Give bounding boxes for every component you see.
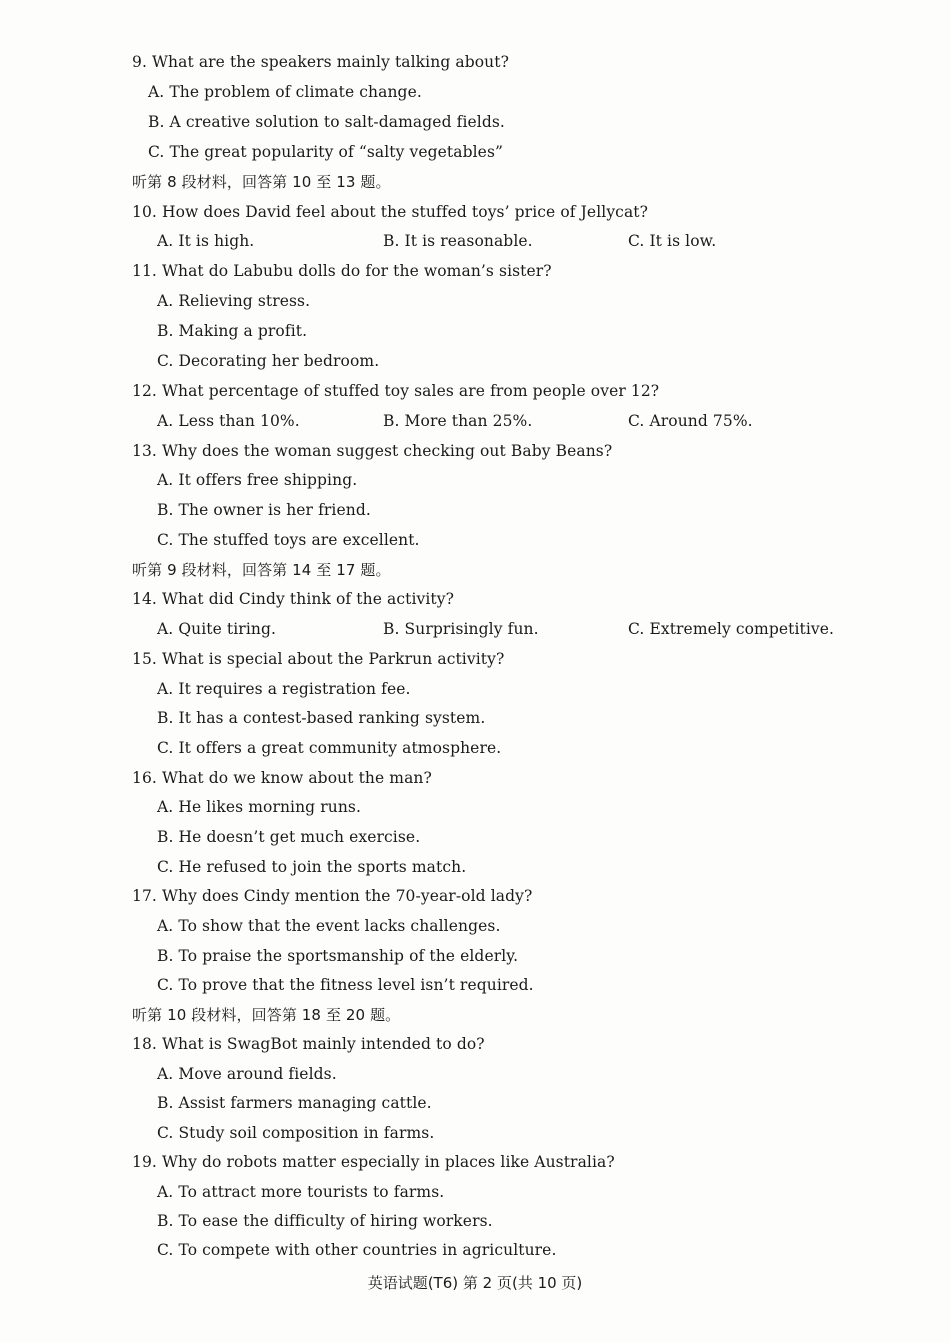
- question-18-option-c: C. Study soil composition in farms.: [157, 1124, 435, 1142]
- question-14: 14. What did Cindy think of the activity?: [132, 590, 455, 608]
- question-10: 10. How does David feel about the stuffed toys’ price of Jellycat?: [132, 203, 649, 221]
- question-9: 9. What are the speakers mainly talking about?: [132, 53, 509, 71]
- question-17: 17. Why does Cindy mention the 70-year-old lady?: [132, 887, 533, 905]
- question-13: 13. Why does the woman suggest checking out Baby Beans?: [132, 442, 613, 460]
- question-16: 16. What do we know about the man?: [132, 769, 432, 787]
- question-12-option-b: B. More than 25%.: [383, 412, 533, 430]
- question-11: 11. What do Labubu dolls do for the woman’s sister?: [132, 262, 552, 280]
- question-9-option-c: C. The great popularity of “salty vegetables”: [148, 143, 504, 161]
- question-16-option-b: B. He doesn’t get much exercise.: [157, 828, 421, 846]
- question-17-option-a: A. To show that the event lacks challenges.: [157, 917, 501, 935]
- question-19: 19. Why do robots matter especially in places like Australia?: [132, 1153, 615, 1171]
- question-17-option-b: B. To praise the sportsmanship of the elderly.: [157, 947, 519, 965]
- question-9-option-b: B. A creative solution to salt-damaged fields.: [148, 113, 505, 131]
- section-9-instruction: 听第 9 段材料，回答第 14 至 17 题。: [132, 561, 391, 579]
- question-11-option-c: C. Decorating her bedroom.: [157, 352, 380, 370]
- question-15-option-a: A. It requires a registration fee.: [157, 680, 411, 698]
- question-9-option-a: A. The problem of climate change.: [148, 83, 422, 101]
- question-16-option-c: C. He refused to join the sports match.: [157, 858, 467, 876]
- question-15-option-c: C. It offers a great community atmosphere.: [157, 739, 502, 757]
- question-18: 18. What is SwagBot mainly intended to do?: [132, 1035, 485, 1053]
- question-13-option-a: A. It offers free shipping.: [157, 471, 358, 489]
- question-17-option-c: C. To prove that the fitness level isn’t required.: [157, 976, 534, 994]
- question-11-option-a: A. Relieving stress.: [157, 292, 311, 310]
- question-11-option-b: B. Making a profit.: [157, 322, 308, 340]
- page-footer: 英语试题(T6) 第 2 页(共 10 页): [367, 1274, 583, 1292]
- question-15: 15. What is special about the Parkrun activity?: [132, 650, 505, 668]
- question-12-option-c: C. Around 75%.: [628, 412, 753, 430]
- question-19-option-c: C. To compete with other countries in agriculture.: [157, 1241, 557, 1259]
- section-10-instruction: 听第 10 段材料，回答第 18 至 20 题。: [132, 1006, 401, 1024]
- question-10-option-c: C. It is low.: [628, 232, 717, 250]
- question-10-option-b: B. It is reasonable.: [383, 232, 533, 250]
- section-8-instruction: 听第 8 段材料，回答第 10 至 13 题。: [132, 173, 391, 191]
- question-18-option-b: B. Assist farmers managing cattle.: [157, 1094, 432, 1112]
- question-19-option-a: A. To attract more tourists to farms.: [157, 1183, 445, 1201]
- question-14-option-b: B. Surprisingly fun.: [383, 620, 539, 638]
- question-12: 12. What percentage of stuffed toy sales are from people over 12?: [132, 382, 660, 400]
- question-18-option-a: A. Move around fields.: [157, 1065, 337, 1083]
- question-10-option-a: A. It is high.: [157, 232, 255, 250]
- question-19-option-b: B. To ease the difficulty of hiring workers.: [157, 1212, 493, 1230]
- question-13-option-b: B. The owner is her friend.: [157, 501, 371, 519]
- question-12-option-a: A. Less than 10%.: [157, 412, 300, 430]
- question-13-option-c: C. The stuffed toys are excellent.: [157, 531, 420, 549]
- question-14-option-a: A. Quite tiring.: [157, 620, 277, 638]
- question-16-option-a: A. He likes morning runs.: [157, 798, 361, 816]
- question-14-option-c: C. Extremely competitive.: [628, 620, 835, 638]
- question-15-option-b: B. It has a contest-based ranking system.: [157, 709, 486, 727]
